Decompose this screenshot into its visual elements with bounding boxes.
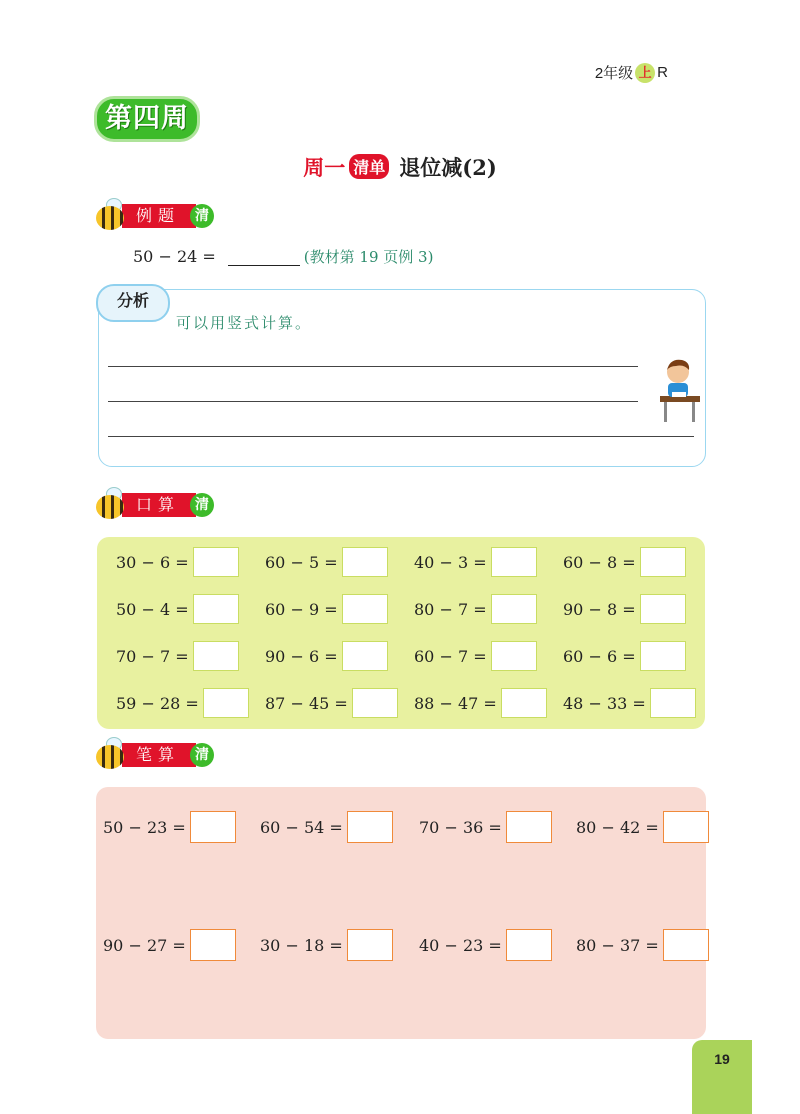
- answer-box[interactable]: [342, 594, 388, 624]
- oral-problem: [265, 594, 388, 624]
- lesson-title: [0, 152, 800, 182]
- grade-prefix: 2年级: [594, 65, 634, 82]
- problem-text: 88 − 47 =: [414, 693, 497, 713]
- qing-badge: 清: [190, 493, 214, 517]
- oral-problem: [116, 641, 239, 671]
- problem-text: 70 − 7 =: [116, 646, 189, 666]
- oral-problem: [116, 688, 249, 718]
- problem-text: 60 − 5 =: [265, 552, 338, 572]
- page-number: 19: [692, 1040, 752, 1114]
- oral-problem: [414, 641, 537, 671]
- answer-box[interactable]: [491, 547, 537, 577]
- answer-box[interactable]: [190, 811, 236, 843]
- problem-text: 30 − 18 =: [260, 935, 343, 955]
- topic-label: 退位减(2): [399, 155, 497, 180]
- answer-box[interactable]: [663, 929, 709, 961]
- oral-problem: [414, 547, 537, 577]
- written-problem: [419, 811, 552, 843]
- problem-text: 80 − 42 =: [576, 817, 659, 837]
- answer-box[interactable]: [352, 688, 398, 718]
- bee-icon: [92, 737, 128, 773]
- problem-text: 90 − 27 =: [103, 935, 186, 955]
- oral-problem: [563, 594, 686, 624]
- week-title: 第四周: [94, 96, 200, 142]
- section-label: 例题: [122, 204, 196, 228]
- answer-box[interactable]: [347, 811, 393, 843]
- answer-box[interactable]: [342, 547, 388, 577]
- bee-icon: [92, 487, 128, 523]
- problem-text: 87 − 45 =: [265, 693, 348, 713]
- problem-text: 90 − 8 =: [563, 599, 636, 619]
- written-problem: [576, 811, 709, 843]
- problem-text: 60 − 54 =: [260, 817, 343, 837]
- writing-line[interactable]: [108, 436, 694, 437]
- oral-problem: [563, 688, 696, 718]
- answer-box[interactable]: [650, 688, 696, 718]
- answer-box[interactable]: [640, 547, 686, 577]
- problem-text: 80 − 37 =: [576, 935, 659, 955]
- problem-text: 40 − 23 =: [419, 935, 502, 955]
- oral-problem: [116, 547, 239, 577]
- oral-problem: [563, 547, 686, 577]
- list-badge: 清单: [349, 154, 389, 179]
- analysis-text: 可以用竖式计算。: [176, 314, 313, 332]
- answer-box[interactable]: [640, 641, 686, 671]
- section-oral: [92, 487, 214, 523]
- qing-badge: 清: [190, 204, 214, 228]
- written-problem: [103, 929, 236, 961]
- section-written: [92, 737, 214, 773]
- answer-box[interactable]: [491, 641, 537, 671]
- answer-box[interactable]: [342, 641, 388, 671]
- answer-box[interactable]: [491, 594, 537, 624]
- grade-suffix: R: [657, 64, 668, 81]
- answer-box[interactable]: [203, 688, 249, 718]
- section-label: 口算: [122, 493, 196, 517]
- oral-problem: [265, 547, 388, 577]
- answer-box[interactable]: [190, 929, 236, 961]
- textbook-reference: (教材第 19 页例 3): [303, 248, 434, 266]
- problem-text: 60 − 9 =: [265, 599, 338, 619]
- problem-text: 48 − 33 =: [563, 693, 646, 713]
- oral-problem: [414, 594, 537, 624]
- written-problem: [260, 811, 393, 843]
- problem-text: 59 − 28 =: [116, 693, 199, 713]
- oral-problem: [563, 641, 686, 671]
- answer-box[interactable]: [506, 929, 552, 961]
- section-label: 笔算: [122, 743, 196, 767]
- oral-problem: [265, 641, 388, 671]
- example-question: [133, 246, 433, 267]
- problem-text: 50 − 4 =: [116, 599, 189, 619]
- problem-text: 70 − 36 =: [419, 817, 502, 837]
- answer-box[interactable]: [506, 811, 552, 843]
- writing-line[interactable]: [108, 366, 638, 367]
- student-illustration: [654, 356, 702, 424]
- grade-label: [595, 62, 668, 83]
- problem-text: 60 − 7 =: [414, 646, 487, 666]
- answer-box[interactable]: [663, 811, 709, 843]
- problem-text: 60 − 6 =: [563, 646, 636, 666]
- example-equation: 50 − 24 =: [133, 247, 216, 266]
- oral-problem: [116, 594, 239, 624]
- written-problem: [419, 929, 552, 961]
- problem-text: 90 − 6 =: [265, 646, 338, 666]
- written-problem: [576, 929, 709, 961]
- problem-text: 60 − 8 =: [563, 552, 636, 572]
- written-problem: [103, 811, 236, 843]
- problem-text: 50 − 23 =: [103, 817, 186, 837]
- answer-box[interactable]: [347, 929, 393, 961]
- answer-box[interactable]: [193, 594, 239, 624]
- answer-box[interactable]: [193, 547, 239, 577]
- answer-box[interactable]: [640, 594, 686, 624]
- section-example: [92, 198, 214, 234]
- oral-problem: [414, 688, 547, 718]
- written-problem: [260, 929, 393, 961]
- problem-text: 30 − 6 =: [116, 552, 189, 572]
- answer-box[interactable]: [193, 641, 239, 671]
- problem-text: 40 − 3 =: [414, 552, 487, 572]
- bee-icon: [92, 198, 128, 234]
- answer-box[interactable]: [501, 688, 547, 718]
- term-badge: 上: [635, 63, 655, 83]
- writing-line[interactable]: [108, 401, 638, 402]
- qing-badge: 清: [190, 743, 214, 767]
- oral-problem: [265, 688, 398, 718]
- analysis-label: 分析: [96, 284, 170, 322]
- day-label: 周一: [303, 155, 346, 180]
- problem-text: 80 − 7 =: [414, 599, 487, 619]
- answer-blank[interactable]: [228, 247, 300, 266]
